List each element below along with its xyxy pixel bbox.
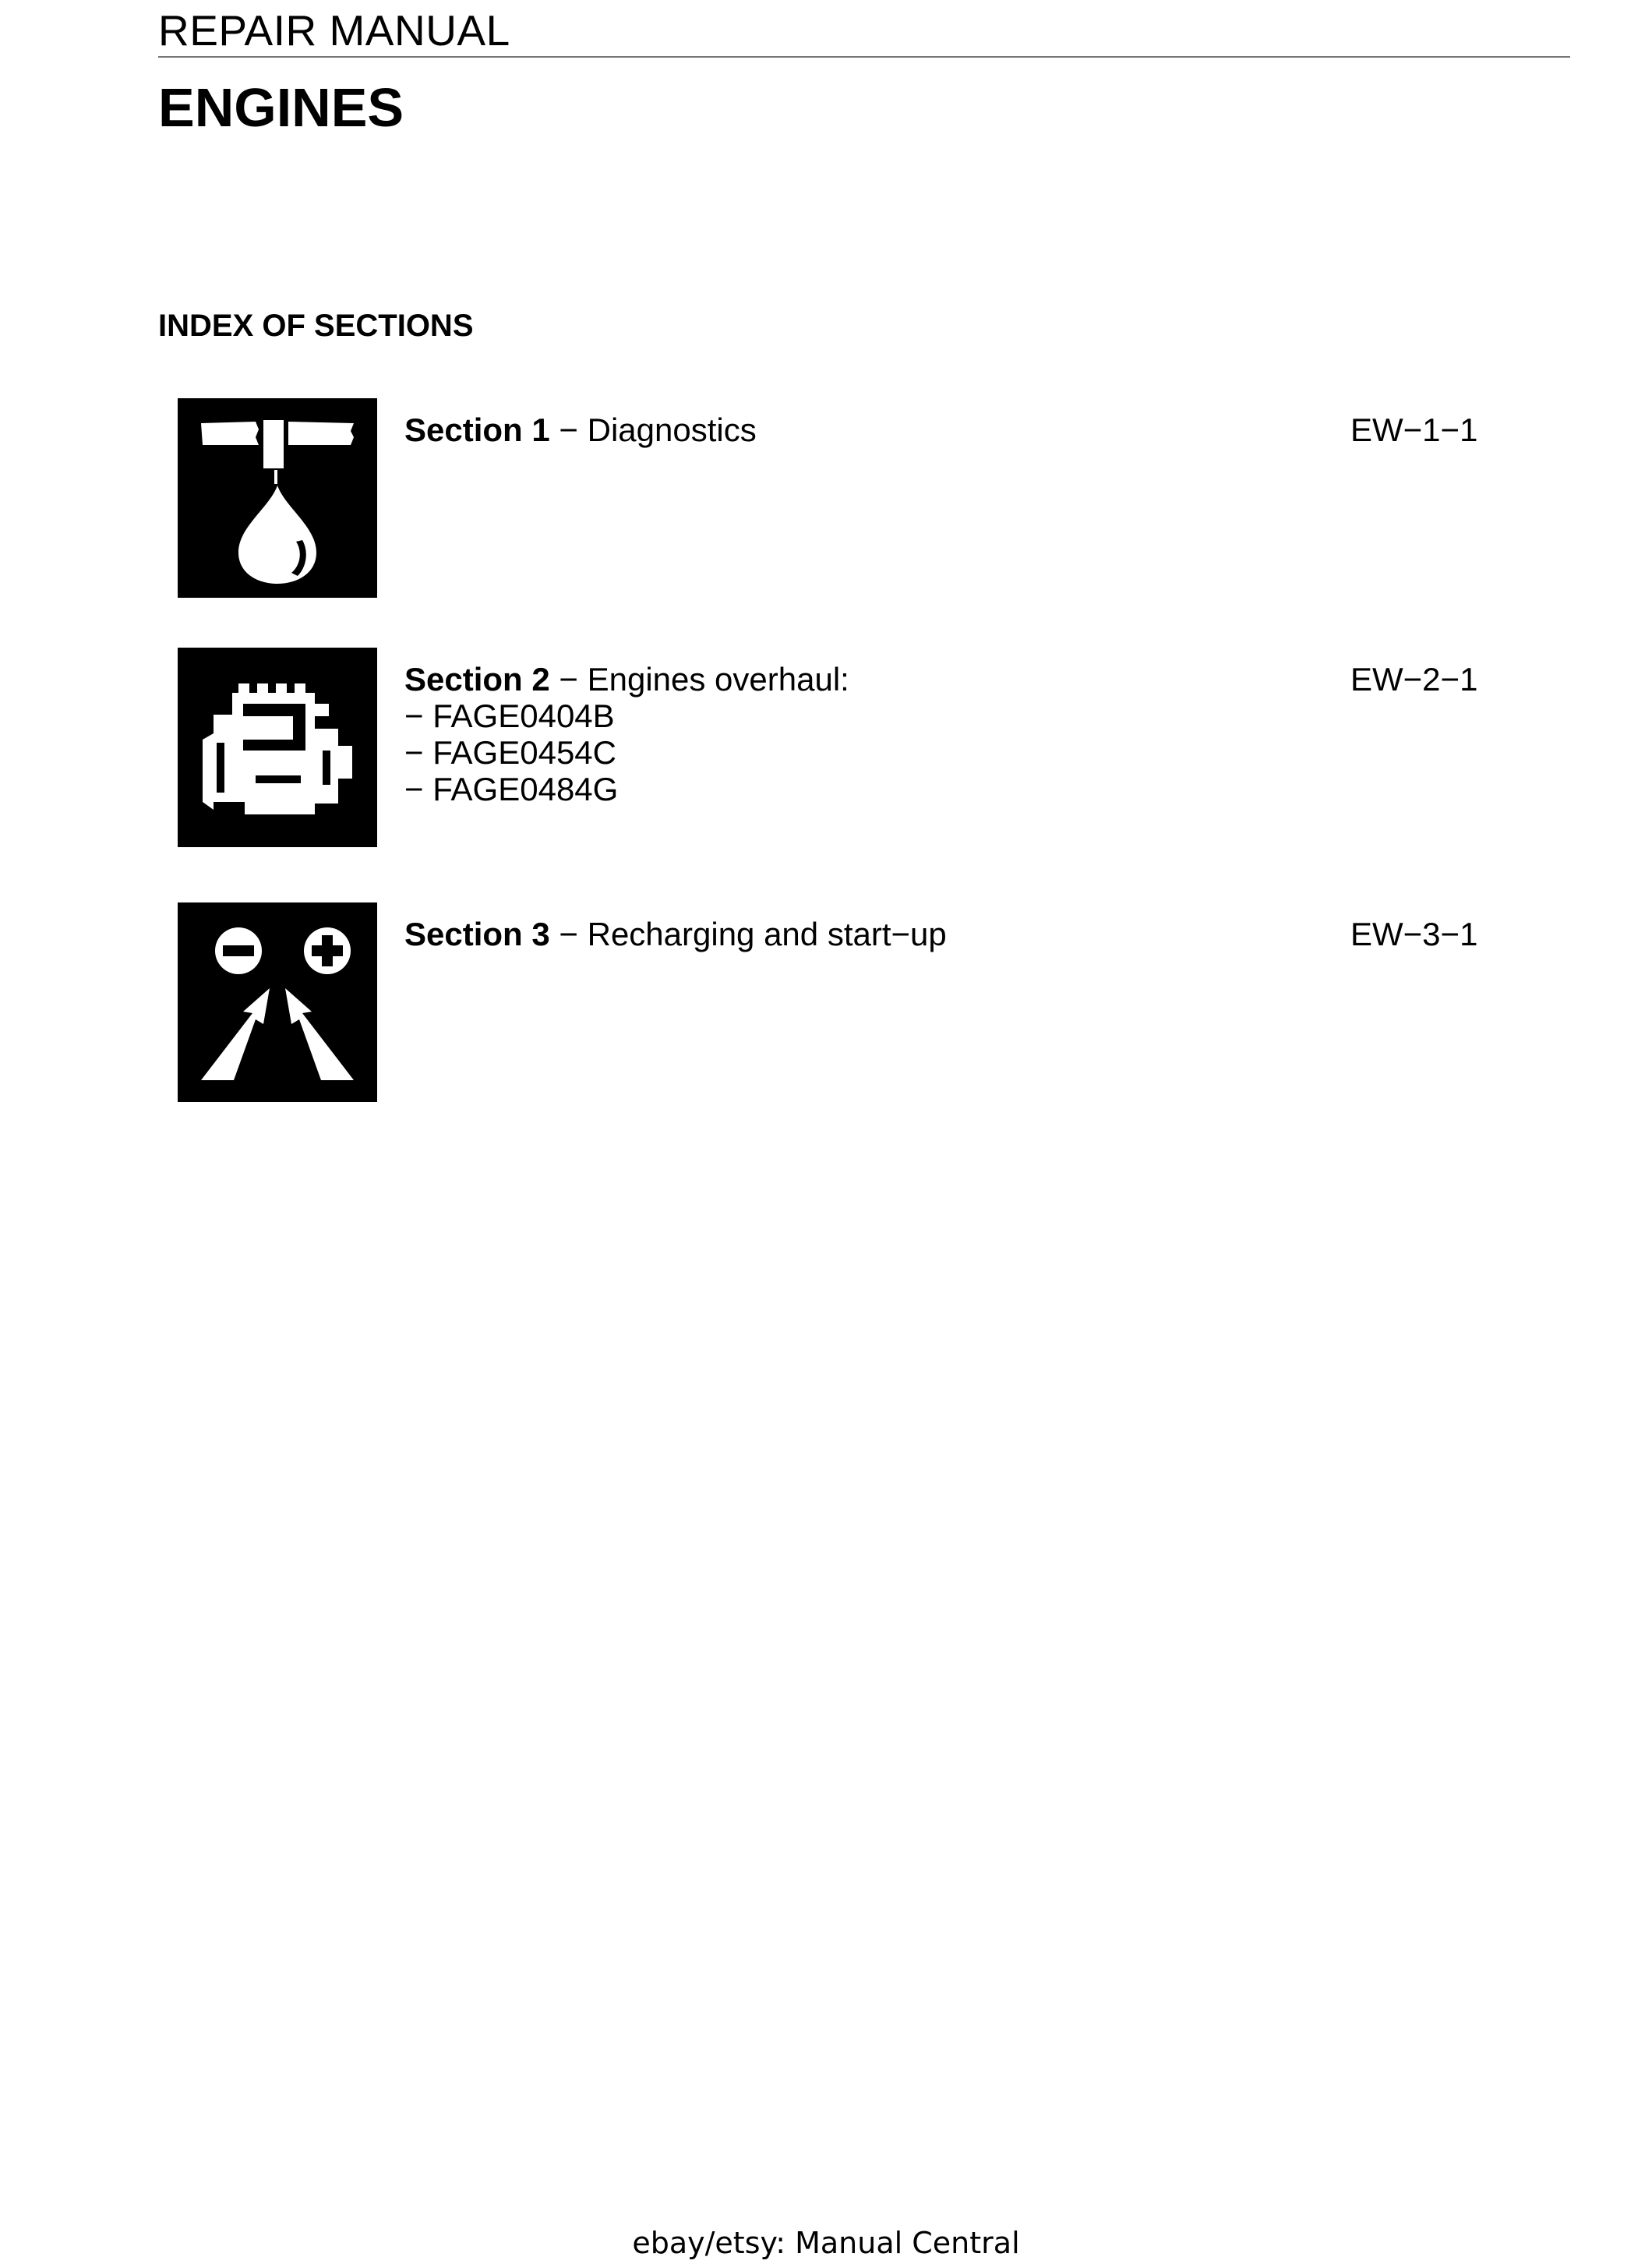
section-title: Recharging and start−up	[587, 916, 947, 952]
section-page-ref: EW−1−1	[1350, 411, 1478, 448]
section-description	[404, 411, 757, 448]
engine-icon	[178, 648, 377, 847]
section-separator: −	[549, 411, 588, 448]
section-entry-2	[178, 648, 1580, 847]
section-page-ref: EW−3−1	[1350, 916, 1478, 952]
section-entry-3	[178, 902, 1580, 1102]
section-number: Section 3	[404, 916, 550, 952]
engine-model-item: − FAGE0404B	[404, 698, 615, 734]
section-separator: −	[549, 661, 588, 698]
section-title: Engines overhaul:	[587, 661, 849, 698]
engine-model-item: − FAGE0484G	[404, 771, 619, 807]
index-heading: INDEX OF SECTIONS	[158, 309, 474, 343]
section-description	[404, 661, 849, 807]
section-separator: −	[549, 916, 588, 952]
engine-model-item: − FAGE0454C	[404, 734, 616, 771]
page-title: ENGINES	[158, 77, 404, 138]
manual-type-label: REPAIR MANUAL	[158, 6, 510, 55]
oil-drop-icon	[178, 398, 377, 598]
section-number: Section 2	[404, 661, 550, 698]
section-description	[404, 916, 947, 952]
battery-charging-icon	[178, 902, 377, 1102]
section-entry-1	[178, 398, 1580, 598]
section-title: Diagnostics	[587, 411, 757, 448]
footer-watermark: ebay/etsy: Manual Central	[632, 2226, 1020, 2260]
section-page-ref: EW−2−1	[1350, 661, 1478, 698]
section-number: Section 1	[404, 411, 550, 448]
header-divider	[158, 56, 1570, 58]
